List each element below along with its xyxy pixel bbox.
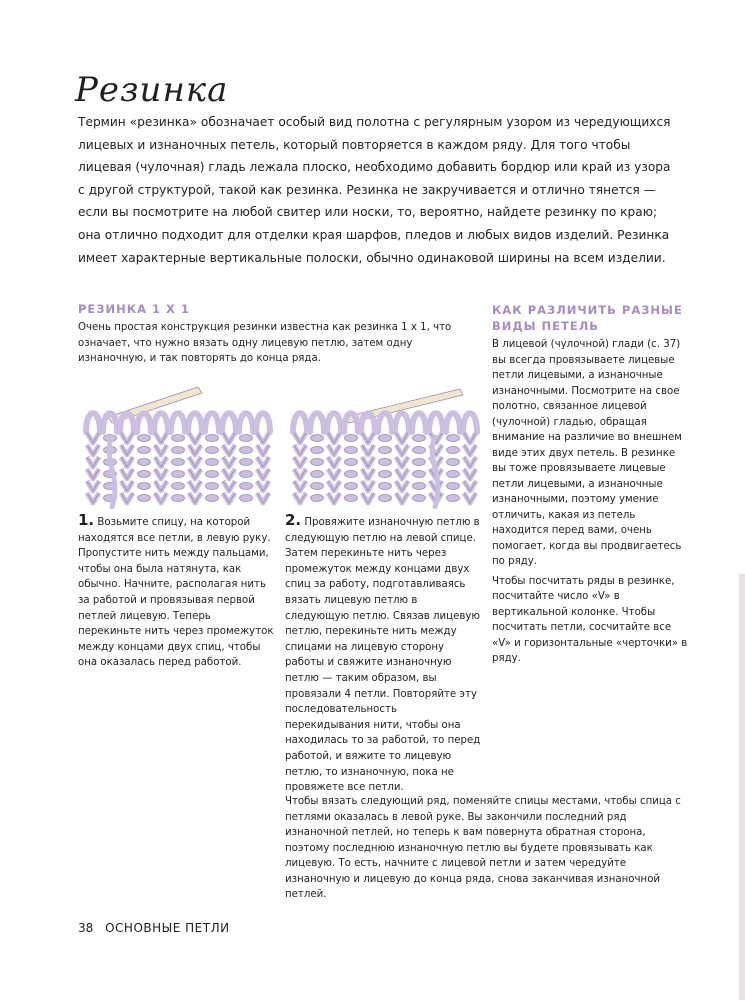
purl-bump	[311, 435, 324, 442]
purl-bump	[447, 483, 460, 490]
purl-bump	[172, 459, 185, 466]
knit-stitch	[121, 481, 133, 491]
knit-stitch	[328, 457, 340, 467]
knit-stitch	[396, 481, 408, 491]
purl-bump	[240, 459, 253, 466]
knitting-illustration-step-2	[285, 377, 481, 509]
purl-bump	[240, 447, 253, 454]
purl-bump	[447, 459, 460, 466]
knit-stitch	[396, 433, 408, 443]
purl-bump	[240, 495, 253, 502]
step-2-number: 2.	[285, 511, 302, 529]
knit-stitch	[189, 445, 201, 455]
knit-stitch	[223, 445, 235, 455]
step-1	[78, 513, 274, 671]
purl-bump	[138, 495, 151, 502]
knit-stitch	[294, 457, 306, 467]
knit-stitch	[87, 433, 99, 443]
step-2-text: Провяжите изнаночную петлю в следующую петлю на левой спице. Затем перекиньте нить через промежуток между концами двух спиц за работу, подготавливаясь вязать лицевую петлю в следующую петлю. Связав лицевую петлю, перекиньте нить между спицами на лицевую сторону работы и свяжите изнаночную петлю — таким образом, вы провязали 4 петли. Повторяйте эту последовательность перекидывания нити, чтобы она находилась то за работой, то перед работой, и вяжите то лицевую петлю, то изнаночную, пока не провяжете все петли.	[285, 517, 481, 794]
loop-shape	[463, 413, 477, 432]
loop-shape	[395, 413, 409, 432]
sidebar-paragraph-2: Чтобы посчитать ряды в резинке, посчитайте число «V» в вертикальной колонке. Чтобы посчитать петли, сосчитайте все «V» и горизонтальные «черточки» в ряду.	[492, 575, 688, 664]
loop-shape	[327, 413, 341, 432]
knit-stitch	[464, 433, 476, 443]
purl-bump	[240, 483, 253, 490]
loop-shape	[429, 413, 443, 432]
purl-bump	[413, 483, 426, 490]
knit-stitch	[257, 457, 269, 467]
knit-stitch	[155, 457, 167, 467]
knit-stitch	[294, 433, 306, 443]
purl-bump	[206, 447, 219, 454]
loop-shape	[222, 413, 236, 432]
knit-stitch	[396, 457, 408, 467]
purl-bump	[345, 447, 358, 454]
purl-bump	[138, 435, 151, 442]
purl-bump	[345, 483, 358, 490]
knit-stitch	[223, 433, 235, 443]
knit-stitch	[328, 493, 340, 503]
purl-bump	[447, 495, 460, 502]
purl-bump	[172, 471, 185, 478]
purl-bump	[413, 471, 426, 478]
purl-bump	[138, 471, 151, 478]
knit-stitch	[257, 433, 269, 443]
knit-stitch	[121, 433, 133, 443]
purl-bump	[138, 483, 151, 490]
loop-shape	[310, 413, 324, 432]
knit-stitch	[121, 469, 133, 479]
purl-bump	[206, 471, 219, 478]
purl-bump	[311, 495, 324, 502]
purl-bump	[379, 471, 392, 478]
knit-stitch	[362, 493, 374, 503]
purl-bump	[206, 495, 219, 502]
knit-stitch	[328, 469, 340, 479]
knit-stitch	[464, 493, 476, 503]
knit-stitch	[189, 481, 201, 491]
knit-stitch	[189, 433, 201, 443]
knit-stitch	[362, 445, 374, 455]
page-footer	[78, 921, 230, 935]
knit-stitch	[257, 481, 269, 491]
knit-stitch	[223, 481, 235, 491]
loop-shape	[446, 413, 460, 432]
purl-bump	[345, 435, 358, 442]
purl-bump	[345, 471, 358, 478]
purl-bump	[311, 447, 324, 454]
page-number: 38	[78, 921, 94, 935]
purl-bump	[311, 459, 324, 466]
purl-bump	[206, 459, 219, 466]
knit-stitch	[155, 481, 167, 491]
knit-stitch	[121, 457, 133, 467]
purl-bump	[172, 483, 185, 490]
loop-shape	[256, 413, 270, 432]
loop-shape	[154, 413, 168, 432]
knit-stitch	[155, 469, 167, 479]
loop-shape	[103, 413, 117, 432]
knit-stitch	[464, 445, 476, 455]
purl-bump	[240, 471, 253, 478]
knit-stitch	[328, 445, 340, 455]
purl-bump	[240, 435, 253, 442]
knit-stitch	[294, 493, 306, 503]
knit-stitch	[155, 493, 167, 503]
step-1-text: Возьмите спицу, на которой находятся все петли, в левую руку. Пропустите нить между пальцами, чтобы она была натянута, как обычно. Начните, располагая нить за работой и провязывая первой петлей лицевую. Теперь перекиньте нить через промежуток между концами двух спиц, чтобы она оказалась перед работой.	[78, 517, 274, 669]
purl-bump	[172, 435, 185, 442]
knit-stitch	[294, 469, 306, 479]
loop-shape	[137, 413, 151, 432]
knit-stitch	[121, 493, 133, 503]
purl-bump	[413, 447, 426, 454]
knit-stitch	[328, 433, 340, 443]
bottom-paragraph: Чтобы вязать следующий ряд, поменяйте спицы местами, чтобы спица с петлями оказалась в левой руке. Вы закончили последний ряд изнаночной петлей, но теперь к вам повернута обратная сторона, поэтому последнюю изнаночную петлю вы будете провязывать как лицевую. То есть, начните с лицевой петли и затем чередуйте изнаночную и лицевую до конца ряда, снова заканчивая изнаночной петлей.	[285, 796, 681, 900]
section-name: ОСНОВНЫЕ ПЕТЛИ	[105, 921, 230, 935]
knit-stitch	[223, 457, 235, 467]
intro-paragraph: Термин «резинка» обозначает особый вид полотна с регулярным узором из чередующихся лицевых и изнаночных петель, который повторяется в каждом ряду. Для того чтобы лицевая (чулочная) гладь лежала плоско, необходимо добавить бордюр или край из узора с другой структурой, такой как резинка. Резинка не закручивается и отлично тянется — если вы посмотрите на любой свитер или носки, то, вероятно, найдете резинку по краю; она отлично подходит для отделки края шарфов, пледов и любых видов изделий. Резинка имеет характерные вертикальные полоски, обычно одинаковой ширины на всем изделии.	[78, 115, 671, 265]
loop-shape	[239, 413, 253, 432]
purl-bump	[345, 495, 358, 502]
knit-stitch	[294, 445, 306, 455]
purl-bump	[138, 447, 151, 454]
purl-bump	[447, 447, 460, 454]
purl-bump	[379, 447, 392, 454]
knit-stitch	[87, 493, 99, 503]
purl-bump	[172, 495, 185, 502]
purl-bump	[379, 483, 392, 490]
purl-bump	[379, 495, 392, 502]
loop-shape	[86, 413, 100, 432]
purl-bump	[206, 483, 219, 490]
sidebar-paragraph-1: В лицевой (чулочной) глади (с. 37) вы всегда провязываете лицевые петли лицевыми, а изнаночные изнаночными. Посмотрите на свое полотно, связанное лицевой (чулочной) гладью, обращая внимание на различие во внешнем виде этих двух петель. В резинке вы тоже провязываете лицевые петли лицевыми, а изнаночные изнаночными, поэтому умение отличить, какая из петель находится перед вами, очень помогает, когда вы продвигаетесь по ряду.	[492, 339, 682, 567]
knit-stitch	[87, 445, 99, 455]
page-title: Резинка	[75, 70, 229, 110]
knit-stitch	[328, 481, 340, 491]
knit-stitch	[223, 493, 235, 503]
purl-bump	[379, 435, 392, 442]
purl-bump	[206, 435, 219, 442]
knit-stitch	[464, 457, 476, 467]
purl-bump	[172, 447, 185, 454]
knit-stitch	[464, 481, 476, 491]
sidebar-heading: КАК РАЗЛИЧИТЬ РАЗНЫЕ ВИДЫ ПЕТЕЛЬ	[492, 303, 683, 333]
knit-stitch	[294, 481, 306, 491]
loop-shape	[188, 413, 202, 432]
purl-bump	[311, 483, 324, 490]
purl-bump	[345, 459, 358, 466]
rib-description: Очень простая конструкция резинки известна как резинка 1 х 1, что означает, что нужно вязать одну лицевую петлю, затем одну изнаночную, и так повторять до конца ряда.	[78, 322, 452, 364]
knit-stitch	[189, 469, 201, 479]
knit-stitch	[362, 469, 374, 479]
purl-bump	[447, 471, 460, 478]
purl-bump	[413, 495, 426, 502]
knit-stitch	[87, 481, 99, 491]
knit-stitch	[257, 469, 269, 479]
purl-bump	[413, 435, 426, 442]
knit-stitch	[396, 469, 408, 479]
knit-stitch	[257, 445, 269, 455]
purl-bump	[379, 459, 392, 466]
knit-stitch	[464, 469, 476, 479]
knit-stitch	[155, 433, 167, 443]
knit-stitch	[362, 457, 374, 467]
knit-stitch	[396, 445, 408, 455]
loop-shape	[171, 413, 185, 432]
knit-stitch	[362, 433, 374, 443]
step-2	[285, 513, 481, 796]
purl-bump	[138, 459, 151, 466]
step-1-number: 1.	[78, 511, 95, 529]
purl-bump	[413, 459, 426, 466]
loop-shape	[361, 413, 375, 432]
loop-shape	[205, 413, 219, 432]
knit-stitch	[87, 457, 99, 467]
rib-heading: РЕЗИНКА 1 Х 1	[78, 302, 190, 316]
knit-stitch	[155, 445, 167, 455]
knitting-illustration-step-1	[78, 377, 274, 509]
purl-bump	[447, 435, 460, 442]
knit-stitch	[257, 493, 269, 503]
loop-shape	[293, 413, 307, 432]
sidebar-text	[492, 337, 692, 671]
loop-shape	[378, 413, 392, 432]
loop-shape	[120, 413, 134, 432]
knit-stitch	[121, 445, 133, 455]
knit-stitch	[189, 493, 201, 503]
knit-stitch	[362, 481, 374, 491]
purl-bump	[311, 471, 324, 478]
knit-stitch	[189, 457, 201, 467]
knit-stitch	[396, 493, 408, 503]
loop-shape	[412, 413, 426, 432]
knit-stitch	[223, 469, 235, 479]
knit-stitch	[87, 469, 99, 479]
page-edge-tab	[739, 574, 745, 1000]
